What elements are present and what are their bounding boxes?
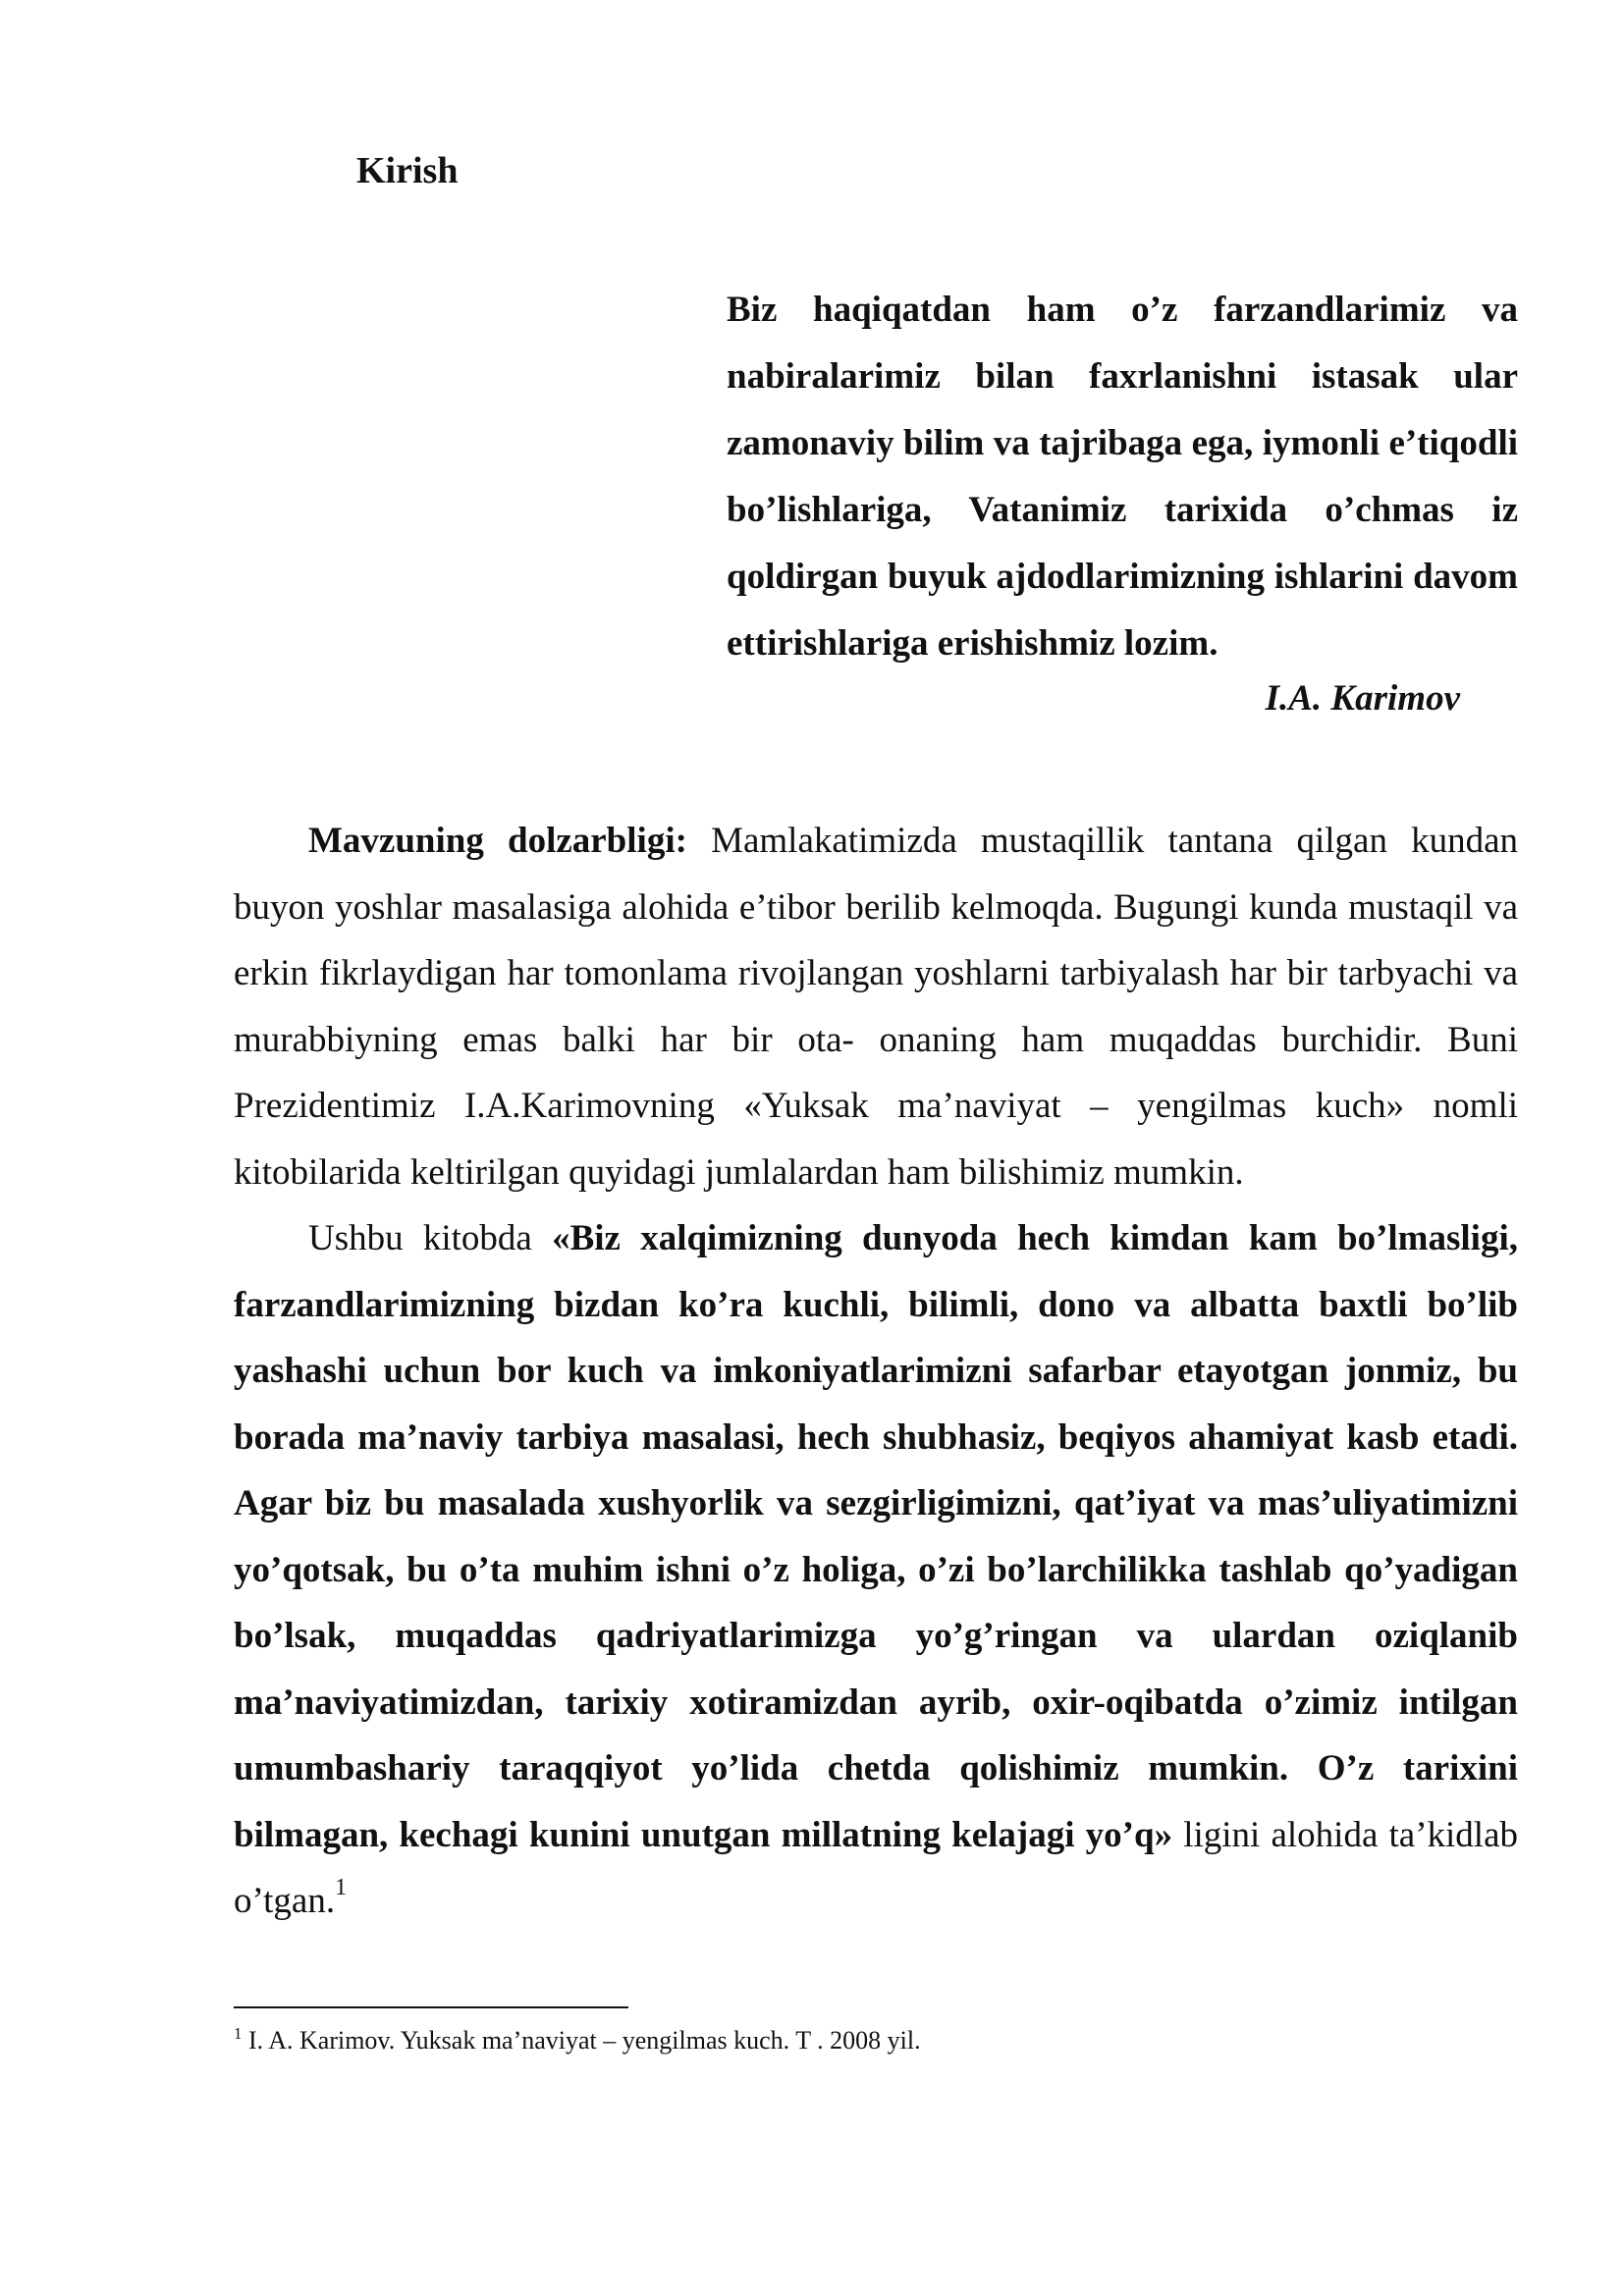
section-heading: Kirish bbox=[356, 150, 459, 191]
footnote bbox=[234, 2023, 921, 2056]
paragraph-quote bbox=[234, 1205, 1518, 1935]
epigraph-quote: Biz haqiqatdan ham o’z farzandlarimiz va nabiralarimiz bilan faxrlanishni istasak ular zamonaviy bilim va tajribaga ega, iymonli e’tiqodli bo’lishlariga, Vatanimiz tarixida o’chmas iz qoldirgan buyuk ajdodlarimizning ishlarini davom ettirishlariga erishishmiz lozim. bbox=[727, 290, 1518, 664]
paragraph-text: Mamlakatimizda mustaqillik tantana qilgan kundan buyon yoshlar masalasiga alohida e’tibor berilib kelmoqda. Bugungi kunda mustaqil va erkin fikrlaydigan har tomonlama rivojlangan yoshlarni tarbiyalash har bir tarbyachi va murabbiyning emas balki har bir ota- onaning ham muqaddas burchidir. Buni Prezidentimiz I.A.Karimovning «Yuksak ma’naviyat – yengilmas kuch» nomli kitobilarida keltirilgan quyidagi jumlalardan ham bilishimiz mumkin. bbox=[234, 821, 1518, 1193]
footnote-reference: 1 bbox=[335, 1875, 348, 1900]
epigraph-author: I.A. Karimov bbox=[1265, 678, 1460, 719]
book-quote: «Biz xalqimizning dunyoda hech kimdan kam bo’lmasligi, farzandlarimizning bizdan ko’ra kuchli, bilimli, dono va albatta baxtli bo’lib yashashi uchun bor kuch va imkoniyatlarimizni safarbar etayotgan jonmiz, bu borada ma’naviy tarbiya masalasi, hech shubhasiz, beqiyos ahamiyat kasb etadi. Agar biz bu masalada xushyorlik va sezgirligimizni, qat’iyat va mas’uliyatimizni yo’qotsak, bu o’ta muhim ishni o’z holiga, o’zi bo’larchilikka tashlab qo’yadigan bo’lsak, muqaddas qadriyatlarimizga yo’g’ringan va ulardan oziqlanib ma’naviyatimizdan, tarixiy xotiramizdan ayrib, oxir-oqibatda o’zimiz intilgan umumbashariy taraqqiyot yo’lida chetda qolishimiz mumkin. O’z tarixini bilmagan, kechagi kunini unutgan millatning kelajagi yo’q» bbox=[234, 1218, 1518, 1855]
footnote-number: 1 bbox=[234, 2023, 243, 2043]
paragraph-lead: Mavzuning dolzarbligi: bbox=[308, 821, 687, 861]
body-text bbox=[234, 808, 1518, 1935]
paragraph-tail: ligini alohida ta’kidlab o’tgan. bbox=[234, 1814, 1519, 1921]
paragraph-relevance bbox=[234, 808, 1518, 1205]
footnote-text: I. A. Karimov. Yuksak ma’naviyat – yengilmas kuch. T . 2008 yil. bbox=[242, 2026, 921, 2055]
footnote-separator bbox=[234, 2006, 628, 2008]
paragraph-intro: Ushbu kitobda bbox=[308, 1218, 553, 1258]
